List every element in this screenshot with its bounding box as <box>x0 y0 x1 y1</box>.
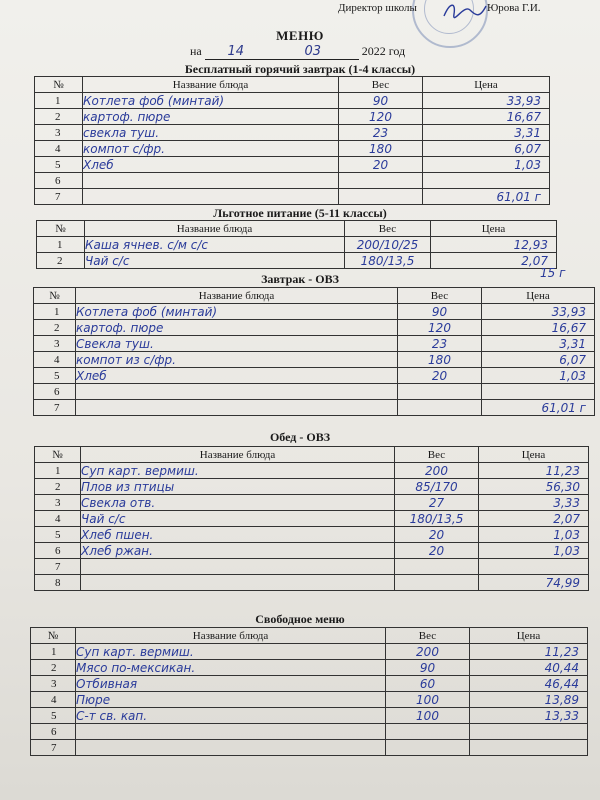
cell-price: 12,93 <box>431 237 557 253</box>
cell-dish-name: Мясо по-мексикан. <box>76 660 386 676</box>
table-row <box>35 543 589 559</box>
cell-num: 4 <box>31 692 76 708</box>
cell-weight: 20 <box>398 368 482 384</box>
column-header-name: Название блюда <box>83 77 339 93</box>
table-row <box>31 724 588 740</box>
cell-weight <box>386 724 470 740</box>
cell-num: 5 <box>34 368 76 384</box>
table-row <box>31 708 588 724</box>
table-row <box>35 157 550 173</box>
cell-price: 33,93 <box>482 304 595 320</box>
cell-dish-name: компот из с/фр. <box>76 352 398 368</box>
cell-weight <box>386 740 470 756</box>
table-row <box>34 336 595 352</box>
cell-price <box>423 173 550 189</box>
cell-price: 40,44 <box>470 660 588 676</box>
cell-dish-name: Хлеб <box>83 157 339 173</box>
cell-weight <box>395 575 479 591</box>
cell-weight: 90 <box>398 304 482 320</box>
cell-price: 16,67 <box>423 109 550 125</box>
date-year: 2022 год <box>361 44 406 58</box>
cell-dish-name: Хлеб <box>76 368 398 384</box>
table-row <box>35 495 589 511</box>
table-row <box>35 463 589 479</box>
cell-num: 3 <box>35 125 83 141</box>
cell-weight: 85/170 <box>395 479 479 495</box>
cell-weight: 180/13,5 <box>395 511 479 527</box>
cell-dish-name <box>76 400 398 416</box>
cell-price: 16,67 <box>482 320 595 336</box>
table-row <box>35 189 550 205</box>
cell-price <box>470 740 588 756</box>
cell-num: 7 <box>35 189 83 205</box>
cell-dish-name: Каша ячнев. с/м с/с <box>85 237 345 253</box>
cell-price: 61,01 г <box>423 189 550 205</box>
column-header-name: Название блюда <box>76 628 386 644</box>
cell-dish-name: Отбивная <box>76 676 386 692</box>
column-header-name: Название блюда <box>81 447 395 463</box>
cell-price: 2,07 <box>479 511 589 527</box>
table-row <box>35 173 550 189</box>
cell-num: 3 <box>31 676 76 692</box>
cell-weight: 200/10/25 <box>345 237 431 253</box>
column-header-name: Название блюда <box>85 221 345 237</box>
date-day: 14 <box>205 44 267 60</box>
cell-weight: 20 <box>395 527 479 543</box>
cell-dish-name: картоф. пюре <box>83 109 339 125</box>
column-header-name: Название блюда <box>76 288 398 304</box>
cell-dish-name: Чай с/с <box>85 253 345 269</box>
section-title: Бесплатный горячий завтрак (1-4 классы) <box>184 62 416 76</box>
table-row <box>35 93 550 109</box>
director-signature <box>440 0 490 22</box>
cell-num: 4 <box>34 352 76 368</box>
cell-weight: 90 <box>386 660 470 676</box>
cell-num: 1 <box>37 237 85 253</box>
cell-num: 6 <box>35 173 83 189</box>
cell-dish-name: Пюре <box>76 692 386 708</box>
cell-price: 1,03 <box>479 543 589 559</box>
table-row <box>37 253 557 269</box>
cell-dish-name: Свекла отв. <box>81 495 395 511</box>
cell-dish-name <box>76 384 398 400</box>
cell-num: 3 <box>35 495 81 511</box>
cell-dish-name: компот с/фр. <box>83 141 339 157</box>
cell-num: 7 <box>31 740 76 756</box>
cell-price: 2,07 <box>431 253 557 269</box>
cell-weight: 27 <box>395 495 479 511</box>
menu-table <box>34 446 589 591</box>
cell-price: 1,03 <box>479 527 589 543</box>
column-header-price: Цена <box>431 221 557 237</box>
cell-weight: 90 <box>339 93 423 109</box>
cell-dish-name: Чай с/с <box>81 511 395 527</box>
cell-price: 33,93 <box>423 93 550 109</box>
cell-num: 1 <box>31 644 76 660</box>
cell-price: 11,23 <box>479 463 589 479</box>
cell-weight: 100 <box>386 692 470 708</box>
section-title: Льготное питание (5-11 классы) <box>213 206 387 220</box>
cell-price: 13,33 <box>470 708 588 724</box>
table-row <box>35 125 550 141</box>
section-title: Завтрак - ОВЗ <box>261 272 339 286</box>
cell-weight: 20 <box>395 543 479 559</box>
cell-weight: 60 <box>386 676 470 692</box>
cell-price: 56,30 <box>479 479 589 495</box>
cell-price: 3,31 <box>482 336 595 352</box>
cell-num: 2 <box>35 479 81 495</box>
cell-dish-name: С-т св. кап. <box>76 708 386 724</box>
cell-price: 1,03 <box>482 368 595 384</box>
cell-weight: 120 <box>398 320 482 336</box>
table-row <box>34 400 595 416</box>
cell-price <box>479 559 589 575</box>
cell-num: 5 <box>35 157 83 173</box>
director-label: Директор школы <box>338 2 417 14</box>
column-header-weight: Вес <box>386 628 470 644</box>
menu-table <box>34 76 550 205</box>
cell-num: 7 <box>35 559 81 575</box>
table-row <box>34 352 595 368</box>
cell-price: 46,44 <box>470 676 588 692</box>
menu-table <box>33 287 595 416</box>
cell-dish-name: Хлеб пшен. <box>81 527 395 543</box>
table-row <box>31 676 588 692</box>
cell-dish-name: Плов из птицы <box>81 479 395 495</box>
cell-dish-name: Котлета фоб (минтай) <box>83 93 339 109</box>
cell-weight: 200 <box>395 463 479 479</box>
cell-num: 2 <box>37 253 85 269</box>
cell-weight: 23 <box>398 336 482 352</box>
date-prefix: на <box>190 44 202 58</box>
cell-num: 1 <box>35 463 81 479</box>
cell-weight: 20 <box>339 157 423 173</box>
cell-weight: 200 <box>386 644 470 660</box>
table-row <box>35 511 589 527</box>
table-row <box>34 368 595 384</box>
table-row <box>37 237 557 253</box>
table-row <box>35 575 589 591</box>
cell-price: 1,03 <box>423 157 550 173</box>
table-row <box>34 320 595 336</box>
section-title: Свободное меню <box>255 612 345 626</box>
cell-num: 6 <box>31 724 76 740</box>
cell-num: 8 <box>35 575 81 591</box>
cell-price: 3,33 <box>479 495 589 511</box>
table-row <box>34 304 595 320</box>
menu-table <box>30 627 588 756</box>
cell-dish-name: свекла туш. <box>83 125 339 141</box>
date-month: 03 <box>267 44 359 60</box>
column-header-num: № <box>37 221 85 237</box>
column-header-num: № <box>35 77 83 93</box>
cell-weight <box>398 384 482 400</box>
cell-num: 2 <box>31 660 76 676</box>
column-header-num: № <box>31 628 76 644</box>
menu-title: МЕНЮ <box>276 28 324 43</box>
director-name: Юрова Г.И. <box>487 2 541 14</box>
table-row <box>35 141 550 157</box>
table-header-row <box>37 221 557 237</box>
cell-weight: 180/13,5 <box>345 253 431 269</box>
cell-num: 1 <box>34 304 76 320</box>
cell-price <box>482 384 595 400</box>
cell-num: 2 <box>35 109 83 125</box>
cell-price <box>470 724 588 740</box>
table-row <box>35 559 589 575</box>
cell-num: 5 <box>35 527 81 543</box>
cell-dish-name: Свекла туш. <box>76 336 398 352</box>
section-title: Обед - ОВЗ <box>269 430 331 444</box>
cell-dish-name <box>83 189 339 205</box>
table-row <box>35 479 589 495</box>
cell-dish-name: Котлета фоб (минтай) <box>76 304 398 320</box>
cell-dish-name <box>83 173 339 189</box>
column-header-weight: Вес <box>398 288 482 304</box>
cell-price: 6,07 <box>482 352 595 368</box>
cell-num: 6 <box>34 384 76 400</box>
column-header-num: № <box>34 288 76 304</box>
column-header-price: Цена <box>482 288 595 304</box>
table-row <box>35 527 589 543</box>
cell-price: 11,23 <box>470 644 588 660</box>
cell-num: 5 <box>31 708 76 724</box>
table-header-row <box>31 628 588 644</box>
column-header-weight: Вес <box>339 77 423 93</box>
column-header-price: Цена <box>479 447 589 463</box>
cell-price: 74,99 <box>479 575 589 591</box>
cell-weight: 120 <box>339 109 423 125</box>
table-row <box>31 644 588 660</box>
column-header-weight: Вес <box>395 447 479 463</box>
cell-price: 3,31 <box>423 125 550 141</box>
cell-dish-name: картоф. пюре <box>76 320 398 336</box>
cell-weight: 100 <box>386 708 470 724</box>
cell-num: 3 <box>34 336 76 352</box>
cell-dish-name: Суп карт. вермиш. <box>76 644 386 660</box>
column-header-weight: Вес <box>345 221 431 237</box>
cell-price: 13,89 <box>470 692 588 708</box>
table-row <box>31 660 588 676</box>
cell-price: 6,07 <box>423 141 550 157</box>
cell-dish-name <box>76 740 386 756</box>
cell-num: 4 <box>35 141 83 157</box>
handwritten-note: 15 г <box>540 266 566 280</box>
table-row <box>31 692 588 708</box>
column-header-price: Цена <box>470 628 588 644</box>
cell-dish-name: Хлеб ржан. <box>81 543 395 559</box>
cell-dish-name <box>81 575 395 591</box>
table-row <box>34 384 595 400</box>
cell-num: 7 <box>34 400 76 416</box>
cell-dish-name: Суп карт. вермиш. <box>81 463 395 479</box>
menu-date <box>190 44 405 60</box>
cell-weight <box>339 189 423 205</box>
menu-table <box>36 220 557 269</box>
cell-weight: 180 <box>398 352 482 368</box>
cell-weight: 23 <box>339 125 423 141</box>
table-row <box>35 109 550 125</box>
cell-num: 2 <box>34 320 76 336</box>
table-row <box>31 740 588 756</box>
cell-weight: 180 <box>339 141 423 157</box>
table-header-row <box>35 447 589 463</box>
column-header-num: № <box>35 447 81 463</box>
cell-weight <box>339 173 423 189</box>
cell-weight <box>398 400 482 416</box>
table-header-row <box>34 288 595 304</box>
cell-num: 1 <box>35 93 83 109</box>
cell-dish-name <box>76 724 386 740</box>
cell-num: 4 <box>35 511 81 527</box>
column-header-price: Цена <box>423 77 550 93</box>
cell-weight <box>395 559 479 575</box>
cell-price: 61,01 г <box>482 400 595 416</box>
cell-num: 6 <box>35 543 81 559</box>
cell-dish-name <box>81 559 395 575</box>
table-header-row <box>35 77 550 93</box>
